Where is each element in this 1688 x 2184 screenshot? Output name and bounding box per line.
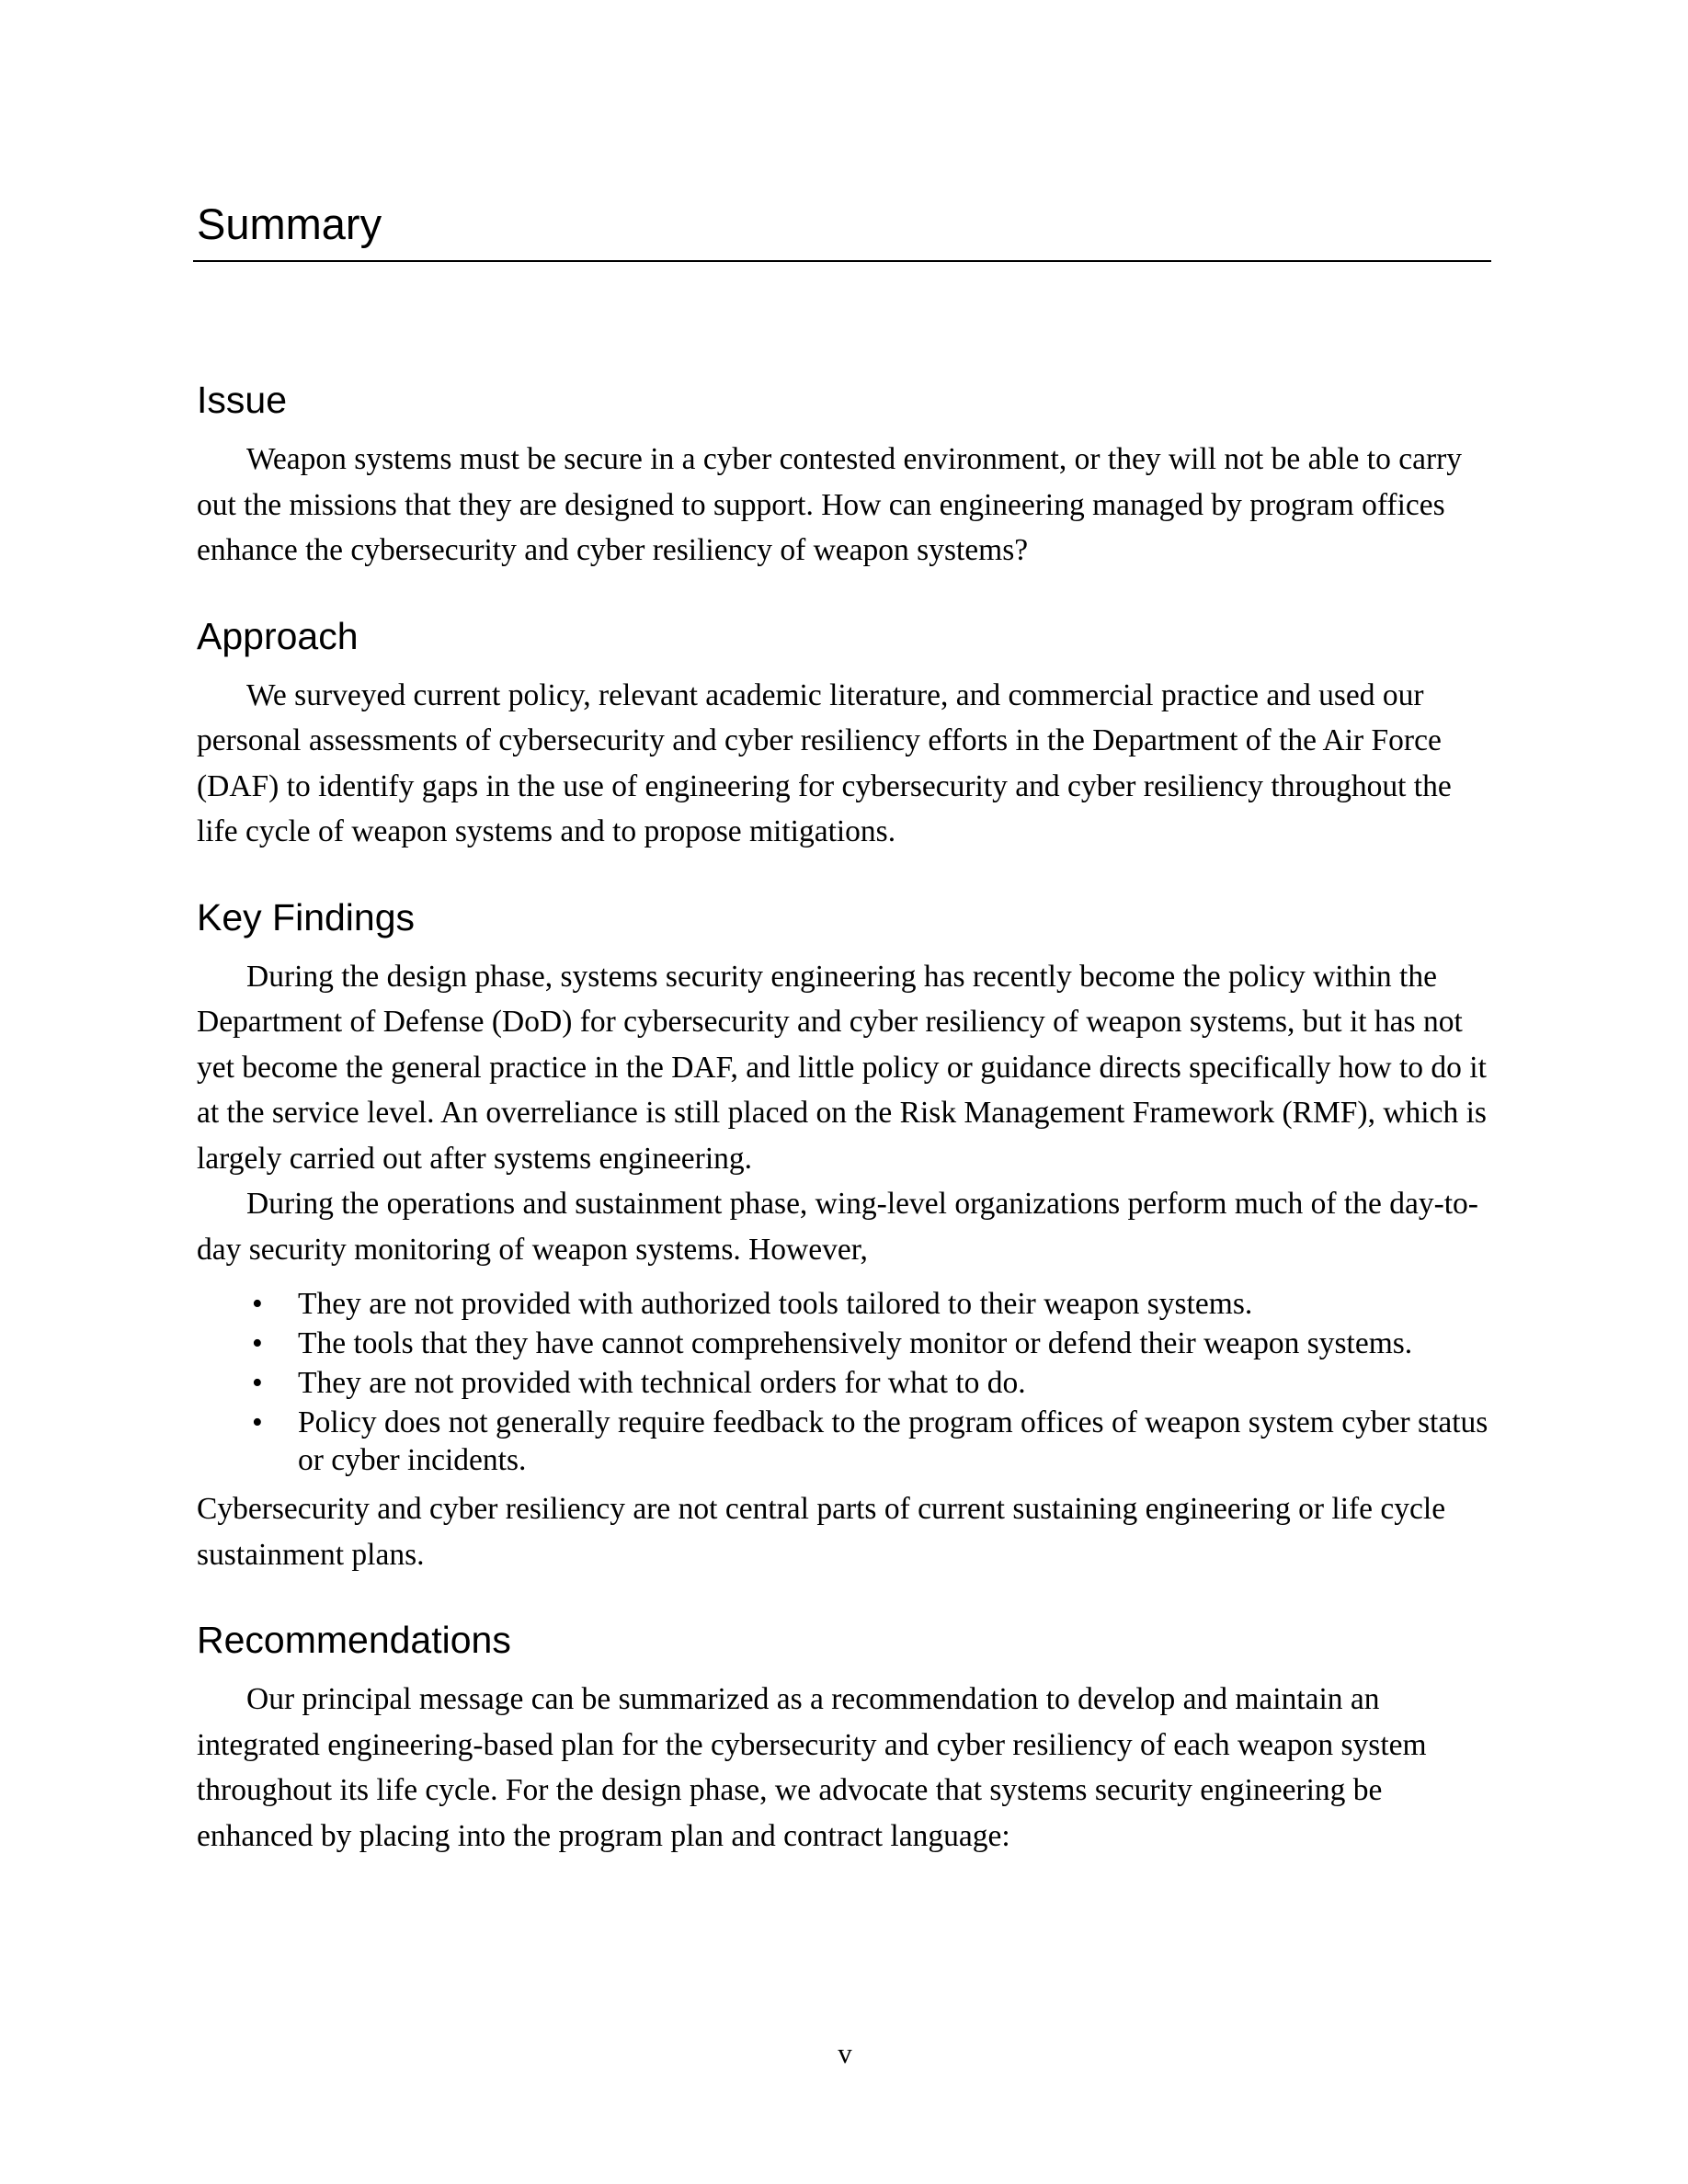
section-issue (197, 372, 1493, 574)
section-heading-key-findings: Key Findings (197, 895, 416, 938)
section-heading-issue: Issue (197, 379, 287, 421)
section-key-findings (197, 890, 1493, 1578)
key-findings-bullet-list (197, 1285, 1493, 1479)
recommendations-paragraph: Our principal message can be summarized as a recommendation to develop and maintain an integrated engineering-based plan for the cybersecurity and cyber resiliency of each weapon system throughout its life cycle. For the design phase, we advocate that systems security engineering be enhanced by placing into the program plan and contract language: (197, 1682, 1427, 1853)
bullet-text: Policy does not generally require feedback to the program offices of weapon system cyber status or cyber incidents. (298, 1405, 1488, 1477)
section-heading-approach: Approach (197, 614, 359, 657)
section-recommendations (197, 1612, 1493, 1859)
title-underline (193, 260, 1491, 262)
section-heading-recommendations: Recommendations (197, 1619, 511, 1661)
key-findings-paragraph-operations: During the operations and sustainment phase, wing-level organizations perform much of the day-to-day security monitoring of weapon systems. However, (197, 1187, 1478, 1267)
list-item (197, 1364, 1493, 1402)
bullet-icon: • (252, 1366, 263, 1400)
list-item (197, 1325, 1493, 1362)
bullet-text: The tools that they have cannot comprehensively monitor or defend their weapon systems. (298, 1326, 1413, 1360)
page-number: v (838, 2037, 852, 2069)
approach-paragraph: We surveyed current policy, relevant academic literature, and commercial practice and used our personal assessments of cybersecurity and cyber resiliency efforts in the Department of the Air Force (DAF) to identify gaps in the use of engineering for cybersecurity and cyber resiliency throughout the life cycle of weapon systems and to propose mitigations. (197, 677, 1452, 848)
bullet-icon: • (252, 1326, 263, 1360)
bullet-icon: • (252, 1405, 263, 1439)
section-approach (197, 609, 1493, 855)
bullet-text: They are not provided with technical orders for what to do. (298, 1366, 1026, 1400)
list-item (197, 1404, 1493, 1479)
bullet-text: They are not provided with authorized tools tailored to their weapon systems. (298, 1287, 1253, 1321)
bullet-icon: • (252, 1287, 263, 1321)
page-title: Summary (197, 199, 382, 248)
summary-content (197, 372, 1493, 1894)
key-findings-closing-paragraph: Cybersecurity and cyber resiliency are not central parts of current sustaining engineering or life cycle sustainment plans. (197, 1492, 1446, 1572)
list-item (197, 1285, 1493, 1323)
issue-paragraph: Weapon systems must be secure in a cyber contested environment, or they will not be able to carry out the missions that they are designed to support. How can engineering managed by program offices enhance the cybersecurity and cyber resiliency of weapon systems? (197, 442, 1463, 567)
key-findings-paragraph-design: During the design phase, systems security engineering has recently become the policy within the Department of Defense (DoD) for cybersecurity and cyber resiliency of weapon systems, but it has not yet become the general practice in the DAF, and little policy or guidance directs specifically how to do it at the service level. An overreliance is still placed on the Risk Management Framework (RMF), which is largely carried out after systems engineering. (197, 959, 1487, 1176)
